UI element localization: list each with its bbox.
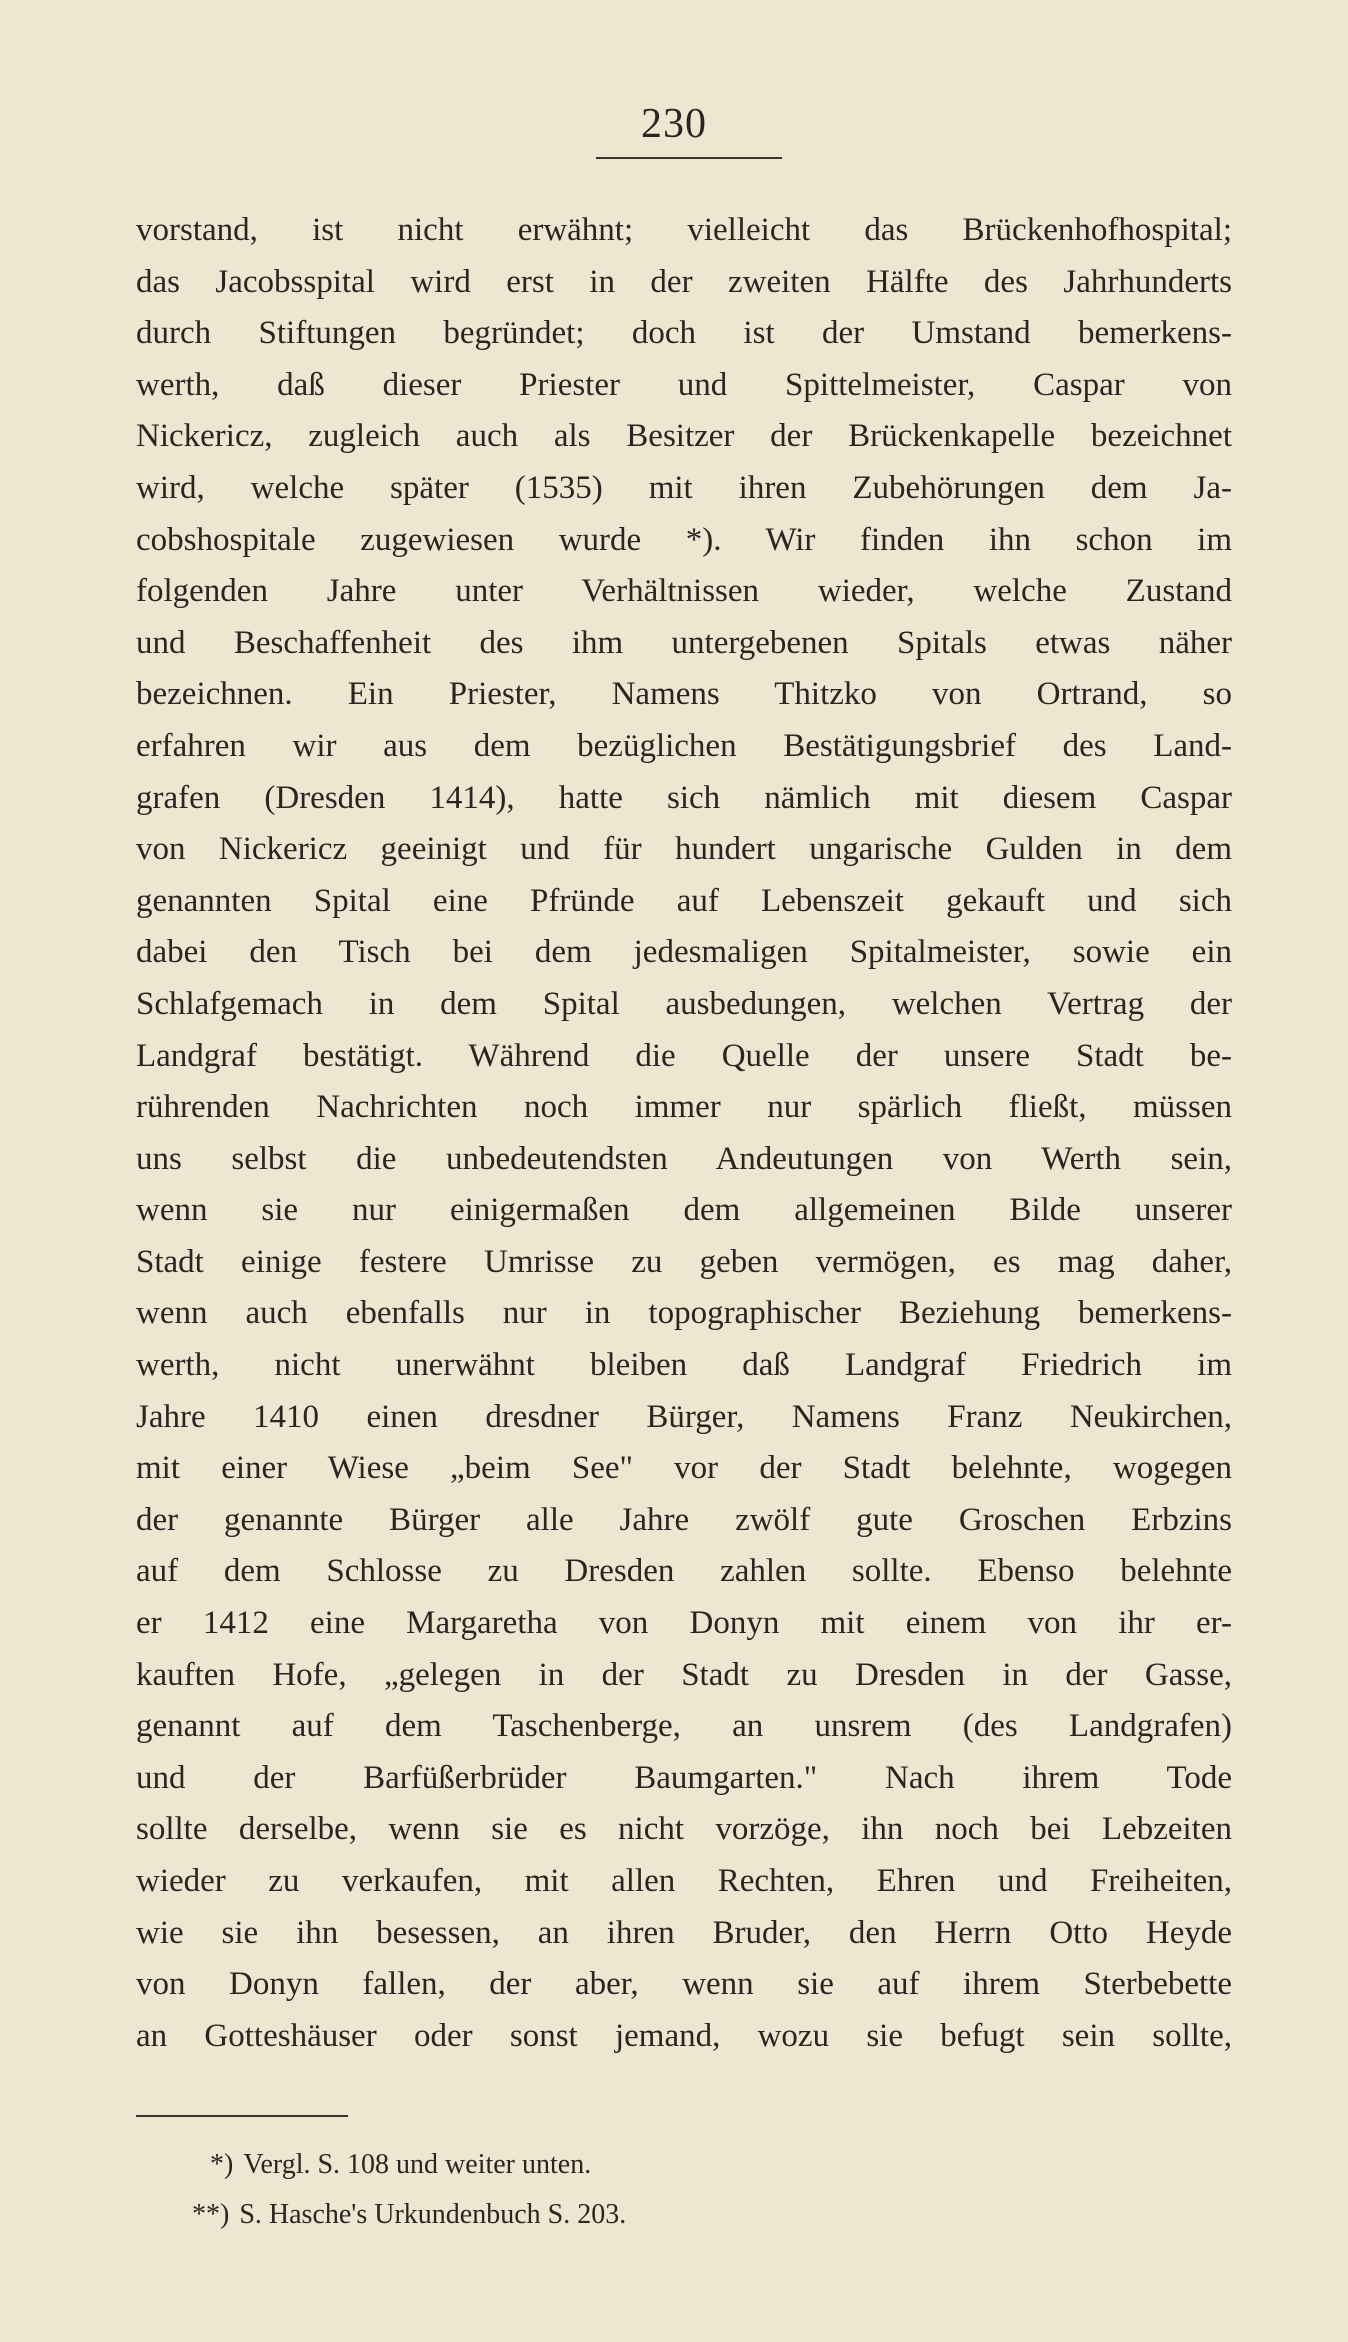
text-line: mit einer Wiese „beim See" vor der Stadt belehnte, wogegen [136, 1450, 1232, 1487]
text-line: das Jacobsspital wird erst in der zweiten Hälfte des Jahrhunderts [136, 263, 1232, 300]
footnote-mark: **) [192, 2199, 230, 2230]
text-line: erfahren wir aus dem bezüglichen Bestätigungsbrief des Land- [136, 727, 1232, 764]
text-line: Stadt einige festere Umrisse zu geben vermögen, es mag daher, [136, 1243, 1232, 1280]
body-text [136, 205, 1232, 2062]
text-line: genannt auf dem Taschenberge, an unsrem (des Landgrafen) [136, 1708, 1232, 1745]
footnote [210, 2140, 1110, 2190]
text-line: von Nickericz geeinigt und für hundert ungarische Gulden in dem [136, 831, 1232, 868]
text-line: dabei den Tisch bei dem jedesmaligen Spitalmeister, sowie ein [136, 934, 1232, 971]
text-line: wird, welche später (1535) mit ihren Zubehörungen dem Ja- [136, 469, 1232, 506]
text-line: werth, daß dieser Priester und Spittelmeister, Caspar von [136, 366, 1232, 403]
text-line: grafen (Dresden 1414), hatte sich nämlich mit diesem Caspar [136, 779, 1232, 816]
text-line: an Gotteshäuser oder sonst jemand, wozu sie befugt sein sollte, [136, 2017, 1232, 2054]
footnotes [192, 2140, 1110, 2240]
text-line: und Beschaffenheit des ihm untergebenen Spitals etwas näher [136, 624, 1232, 661]
text-line: werth, nicht unerwähnt bleiben daß Landgraf Friedrich im [136, 1347, 1232, 1384]
text-line: cobshospitale zugewiesen wurde *). Wir finden ihn schon im [136, 521, 1232, 558]
text-line: wenn auch ebenfalls nur in topographischer Beziehung bemerkens- [136, 1295, 1232, 1332]
text-line: er 1412 eine Margaretha von Donyn mit einem von ihr er- [136, 1605, 1232, 1642]
text-line: der genannte Bürger alle Jahre zwölf gute Groschen Erbzins [136, 1501, 1232, 1538]
text-line: folgenden Jahre unter Verhältnissen wieder, welche Zustand [136, 573, 1232, 610]
text-line: sollte derselbe, wenn sie es nicht vorzöge, ihn noch bei Lebzeiten [136, 1811, 1232, 1848]
footnote-text: S. Hasche's Urkundenbuch S. 203. [239, 2199, 627, 2230]
text-line: wie sie ihn besessen, an ihren Bruder, den Herrn Otto Heyde [136, 1914, 1232, 1951]
text-line: genannten Spital eine Pfründe auf Lebenszeit gekauft und sich [136, 882, 1232, 919]
text-line: Schlafgemach in dem Spital ausbedungen, welchen Vertrag der [136, 985, 1232, 1022]
text-line: Landgraf bestätigt. Während die Quelle der unsere Stadt be- [136, 1037, 1232, 1074]
text-line: Jahre 1410 einen dresdner Bürger, Namens Franz Neukirchen, [136, 1398, 1232, 1435]
footnote-mark: *) [210, 2149, 234, 2180]
text-line: kauften Hofe, „gelegen in der Stadt zu Dresden in der Gasse, [136, 1656, 1232, 1693]
header-rule [596, 157, 782, 159]
text-line: wieder zu verkaufen, mit allen Rechten, Ehren und Freiheiten, [136, 1863, 1232, 1899]
text-line: auf dem Schlosse zu Dresden zahlen sollte. Ebenso belehnte [136, 1553, 1232, 1590]
text-line: durch Stiftungen begründet; doch ist der Umstand bemerkens- [136, 315, 1232, 352]
text-line: vorstand, ist nicht erwähnt; vielleicht das Brückenhofhospital; [136, 212, 1232, 248]
footnote-text: Vergl. S. 108 und weiter unten. [243, 2149, 592, 2180]
text-line: bezeichnen. Ein Priester, Namens Thitzko von Ortrand, so [136, 676, 1232, 713]
page-number: 230 [641, 101, 707, 147]
text-line: Nickericz, zugleich auch als Besitzer der Brückenkapelle bezeichnet [136, 418, 1232, 455]
text-line: wenn sie nur einigermaßen dem allgemeinen Bilde unserer [136, 1192, 1232, 1229]
text-line: von Donyn fallen, der aber, wenn sie auf ihrem Sterbebette [136, 1966, 1232, 2003]
text-line: und der Barfüßerbrüder Baumgarten." Nach ihrem Tode [136, 1759, 1232, 1796]
text-line: rührenden Nachrichten noch immer nur spärlich fließt, müssen [136, 1089, 1232, 1126]
footnote-rule [136, 2115, 348, 2117]
text-line: uns selbst die unbedeutendsten Andeutungen von Werth sein, [136, 1140, 1232, 1177]
footnote [192, 2190, 1110, 2240]
